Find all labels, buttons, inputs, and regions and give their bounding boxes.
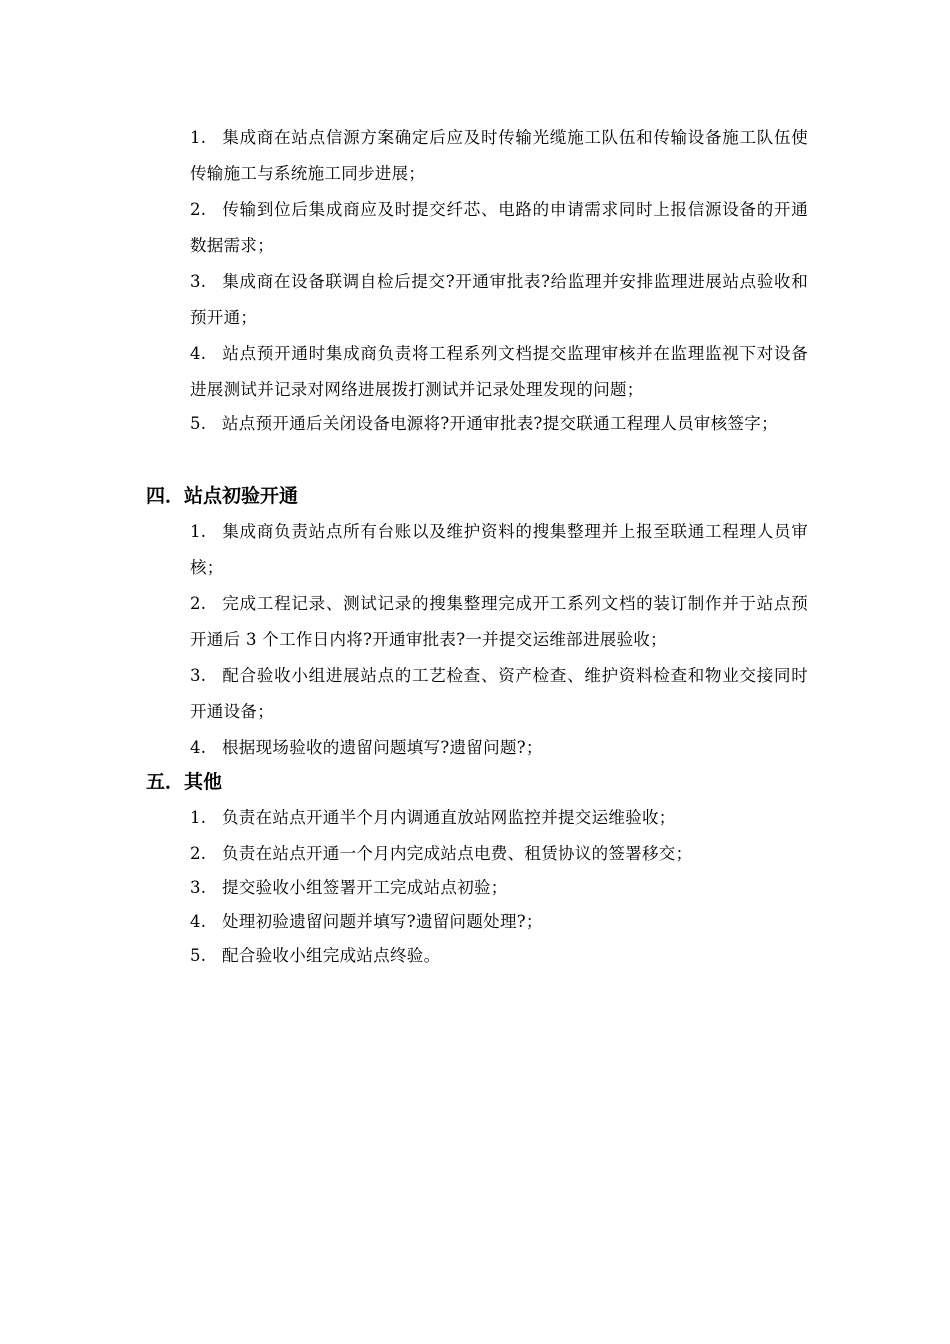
list-item-number: 4. xyxy=(190,344,207,363)
list-item xyxy=(190,904,808,940)
list-item xyxy=(190,730,808,766)
list-item-text: 根据现场验收的遗留问题填写?遗留问题?； xyxy=(222,738,543,757)
list-item xyxy=(190,120,808,192)
list-item-number: 4. xyxy=(190,912,207,931)
list-item-text: 负责在站点开通半个月内调通直放站网监控并提交运维验收； xyxy=(222,808,676,827)
list-item xyxy=(190,406,808,442)
list-item xyxy=(190,586,808,658)
list-item-number: 3. xyxy=(190,666,207,685)
list-item-text: 完成工程记录、测试记录的搜集整理完成开工系列文档的装订制作并于站点预开通后 3 个工作日内将?开通审批表?一并提交运维部进展验收； xyxy=(190,594,808,649)
list-item-text: 配合验收小组完成站点终验。 xyxy=(222,946,441,965)
list-item xyxy=(190,800,808,836)
list-item-text: 集成商在设备联调自检后提交?开通审批表?给监理并安排监理进展站点验收和预开通； xyxy=(190,272,808,327)
section-heading: 四．站点初验开通 xyxy=(146,485,299,507)
list-item xyxy=(190,836,808,872)
list-item-number: 2. xyxy=(190,200,207,219)
list-item-text: 负责在站点开通一个月内完成站点电费、租赁协议的签署移交； xyxy=(222,844,693,863)
list-item-number: 3. xyxy=(190,878,207,897)
list-item xyxy=(190,938,808,974)
list-item-text: 集成商在站点信源方案确定后应及时传输光缆施工队伍和传输设备施工队伍使传输施工与系统施工同步进展； xyxy=(190,128,808,183)
list-item xyxy=(190,336,808,408)
list-item-text: 站点预开通后关闭设备电源将?开通审批表?提交联通工程理人员审核签字； xyxy=(222,414,778,433)
list-item-text: 提交验收小组签署开工完成站点初验； xyxy=(222,878,508,897)
list-item-number: 2. xyxy=(190,594,207,613)
list-item-number: 3. xyxy=(190,272,207,291)
list-item xyxy=(190,658,808,730)
list-item-text: 配合验收小组进展站点的工艺检查、资产检查、维护资料检查和物业交接同时开通设备； xyxy=(190,666,808,721)
list-item-number: 5. xyxy=(190,414,207,433)
list-item-number: 1. xyxy=(190,128,207,147)
list-item-text: 站点预开通时集成商负责将工程系列文档提交监理审核并在监理监视下对设备进展测试并记录对网络进展拨打测试并记录处理发现的问题； xyxy=(190,344,808,399)
list-item-number: 1. xyxy=(190,808,207,827)
section-heading: 五．其他 xyxy=(146,771,223,793)
list-item-number: 2. xyxy=(190,844,207,863)
list-item-text: 传输到位后集成商应及时提交纤芯、电路的申请需求同时上报信源设备的开通数据需求； xyxy=(190,200,808,255)
list-item xyxy=(190,514,808,586)
list-item-number: 1. xyxy=(190,522,207,541)
list-item-number: 5. xyxy=(190,946,207,965)
list-item xyxy=(190,192,808,264)
list-item-number: 4. xyxy=(190,738,207,757)
list-item xyxy=(190,870,808,906)
list-item-text: 集成商负责站点所有台账以及维护资料的搜集整理并上报至联通工程理人员审核； xyxy=(190,522,808,577)
list-item xyxy=(190,264,808,336)
list-item-text: 处理初验遗留问题并填写?遗留问题处理?； xyxy=(222,912,543,931)
